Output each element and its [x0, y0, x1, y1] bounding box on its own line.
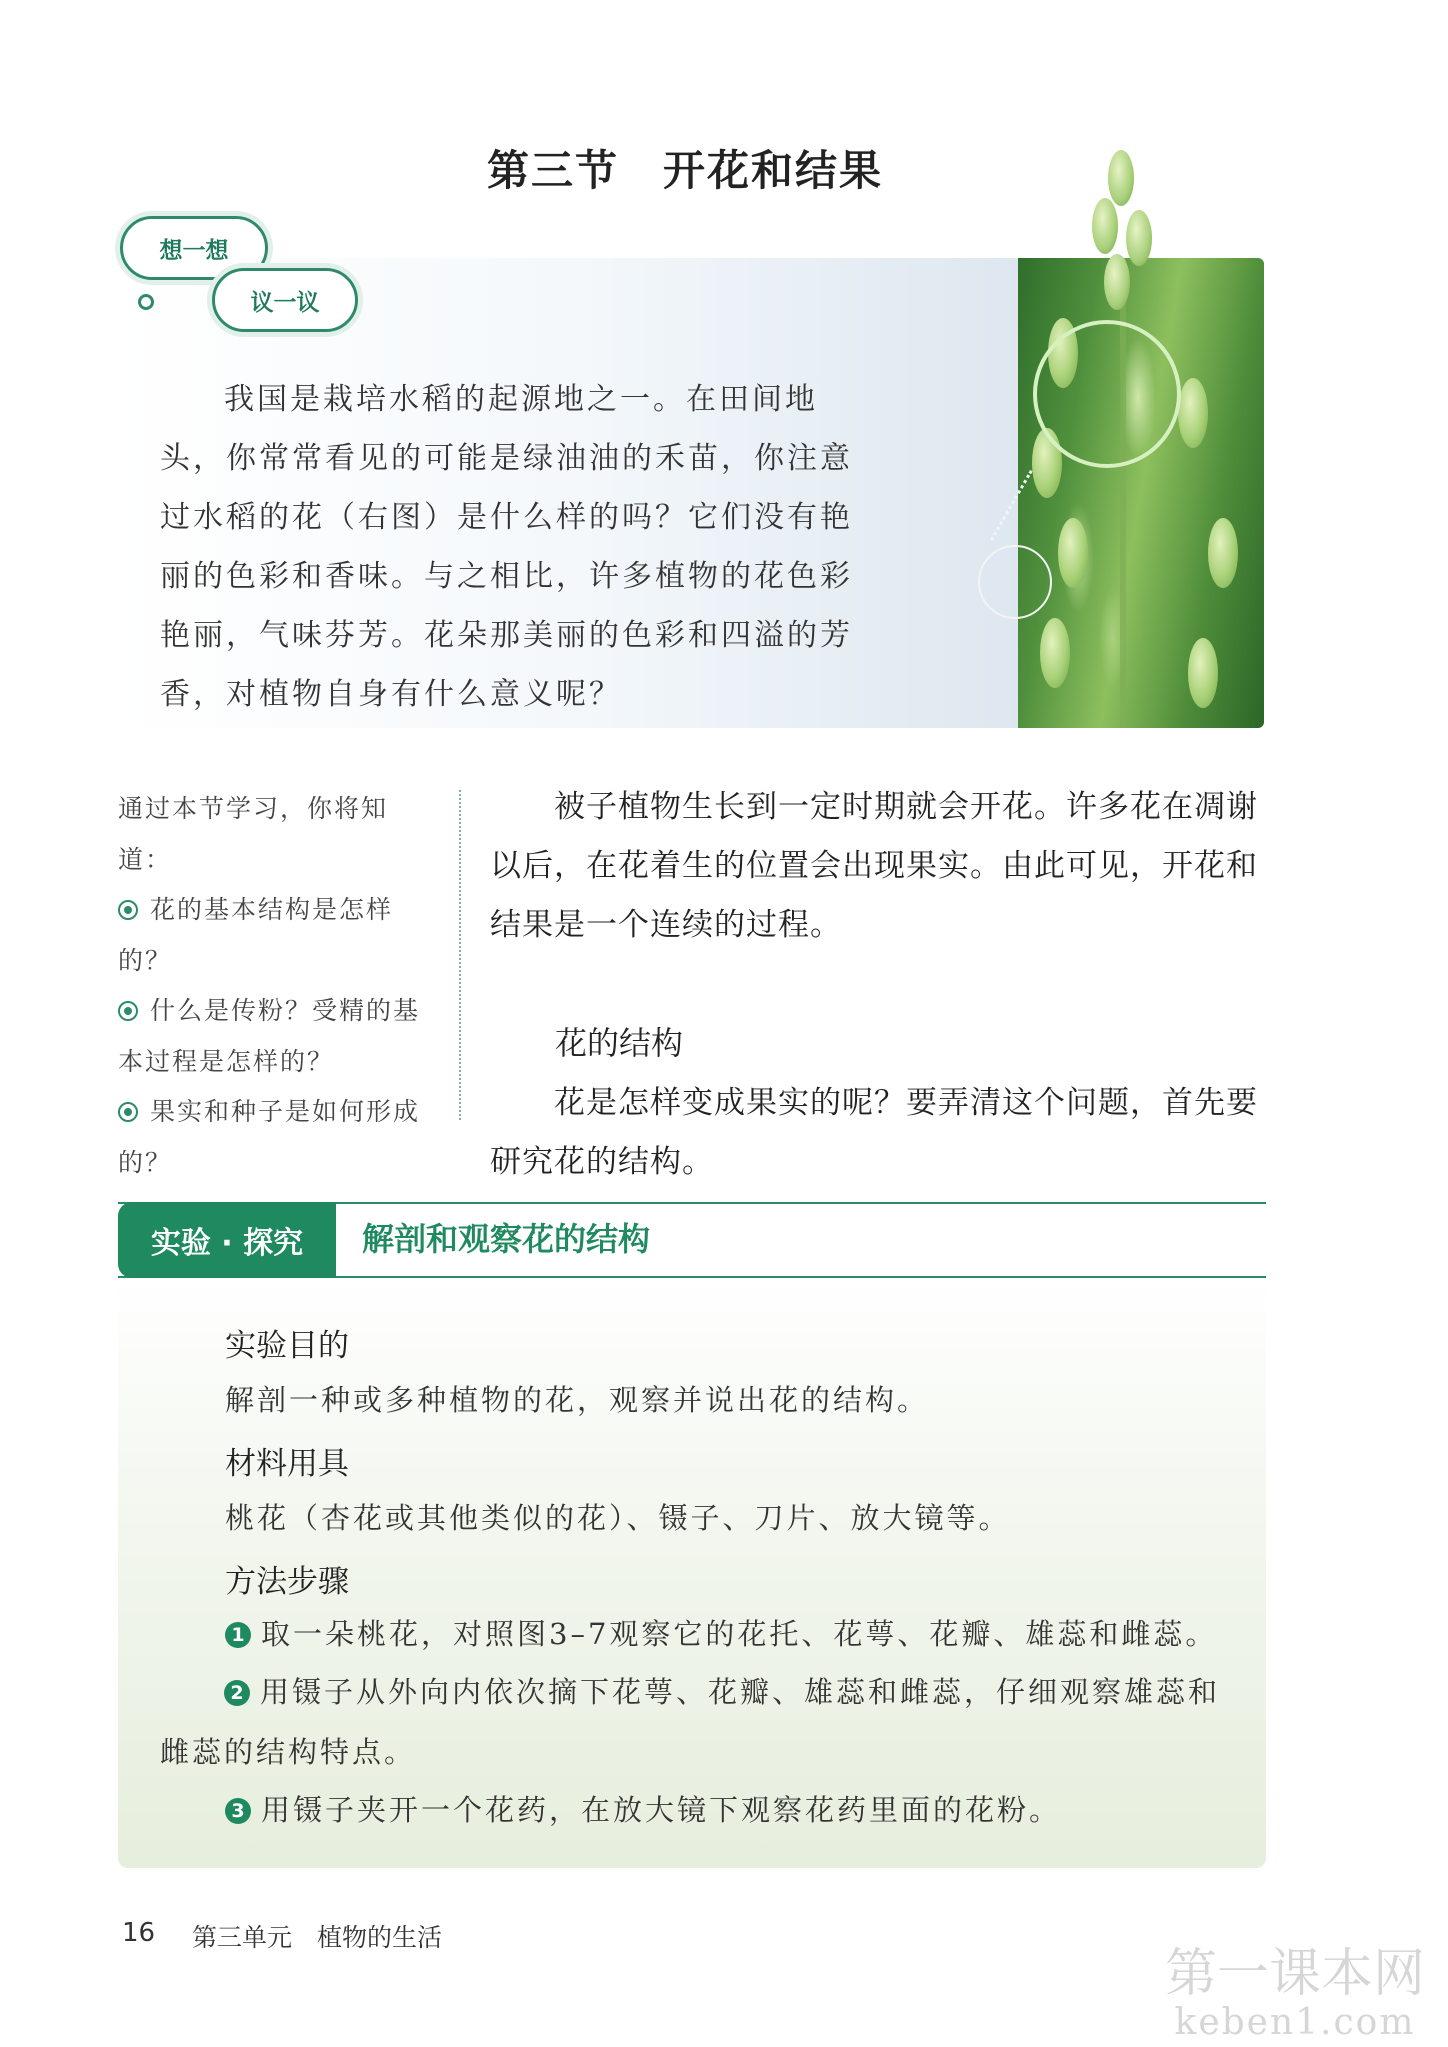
intro-paragraph: 被子植物生长到一定时期就会开花。许多花在凋谢以后，在花着生的位置会出现果实。由此可见，开花和结果是一个连续的过程。: [490, 789, 1258, 943]
step-item: 2 用镊子从外向内依次摘下花萼、花瓣、雄蕊和雌蕊，仔细观察雄蕊和雌蕊的结构特点。: [160, 1675, 1221, 1769]
magnify-circle: [1033, 320, 1181, 468]
think-paragraph: 我国是栽培水稻的起源地之一。在田间地头，你常常看见的可能是绿油油的禾苗，你注意过水稻的花（右图）是什么样的吗？它们没有艳丽的色彩和香味。与之相比，许多植物的花色彩艳丽，气味芬芳。花朵那美丽的色彩和四溢的芳香，对植物自身有什么意义呢？: [160, 382, 853, 712]
materials-text: 桃花（杏花或其他类似的花）、镊子、刀片、放大镜等。: [225, 1501, 1011, 1535]
detail-circle: [978, 545, 1052, 619]
dotted-divider: [459, 790, 461, 1120]
learning-objectives: [118, 784, 438, 1188]
objective-item: 花的基本结构是怎样的？: [118, 895, 394, 975]
materials-heading: 材料用具: [225, 1446, 349, 1482]
target-bullet-icon: [118, 900, 138, 920]
watermark: [1150, 1945, 1440, 2043]
structure-paragraph: 花是怎样变成果实的呢？要弄清这个问题，首先要研究花的结构。: [490, 1085, 1258, 1180]
objective-item: 什么是传粉？受精的基本过程是怎样的？: [118, 996, 421, 1076]
step-number-badge: 3: [225, 1798, 251, 1824]
section-title: 第三节 开花和结果: [486, 146, 883, 195]
watermark-name: 第一课本网: [1164, 1944, 1425, 2004]
discuss-cloud-label: 议一议: [212, 268, 358, 332]
step-item: 3 用镊子夹开一个花药，在放大镜下观察花药里面的花粉。: [225, 1780, 1235, 1840]
subsection-heading: 花的结构: [555, 1024, 684, 1062]
step-number-badge: 1: [225, 1622, 251, 1648]
experiment-title: 解剖和观察花的结构: [362, 1220, 651, 1258]
purpose-heading: 实验目的: [225, 1328, 349, 1364]
steps-heading: 方法步骤: [225, 1564, 349, 1600]
step-item: 1 取一朵桃花，对照图3–7观察它的花托、花萼、花瓣、雄蕊和雌蕊。: [225, 1604, 1235, 1664]
objective-item: 果实和种子是如何形成的？: [118, 1097, 421, 1177]
rice-ear-illustration: [1090, 150, 1160, 310]
unit-label: 第三单元 植物的生活: [192, 1923, 443, 1952]
purpose-text: 解剖一种或多种植物的花，观察并说出花的结构。: [225, 1383, 930, 1417]
target-bullet-icon: [118, 1001, 138, 1021]
target-bullet-icon: [118, 1102, 138, 1122]
watermark-url: keben1.com: [1174, 2002, 1416, 2043]
think-cloud-label: 想一想: [120, 216, 268, 280]
experiment-tag: 实验 · 探究: [118, 1202, 336, 1278]
step-number-badge: 2: [224, 1680, 250, 1706]
thought-bubble-dot: [138, 294, 154, 310]
objectives-intro: 通过本节学习，你将知道：: [118, 794, 389, 874]
page-number: 16: [122, 1918, 156, 1948]
